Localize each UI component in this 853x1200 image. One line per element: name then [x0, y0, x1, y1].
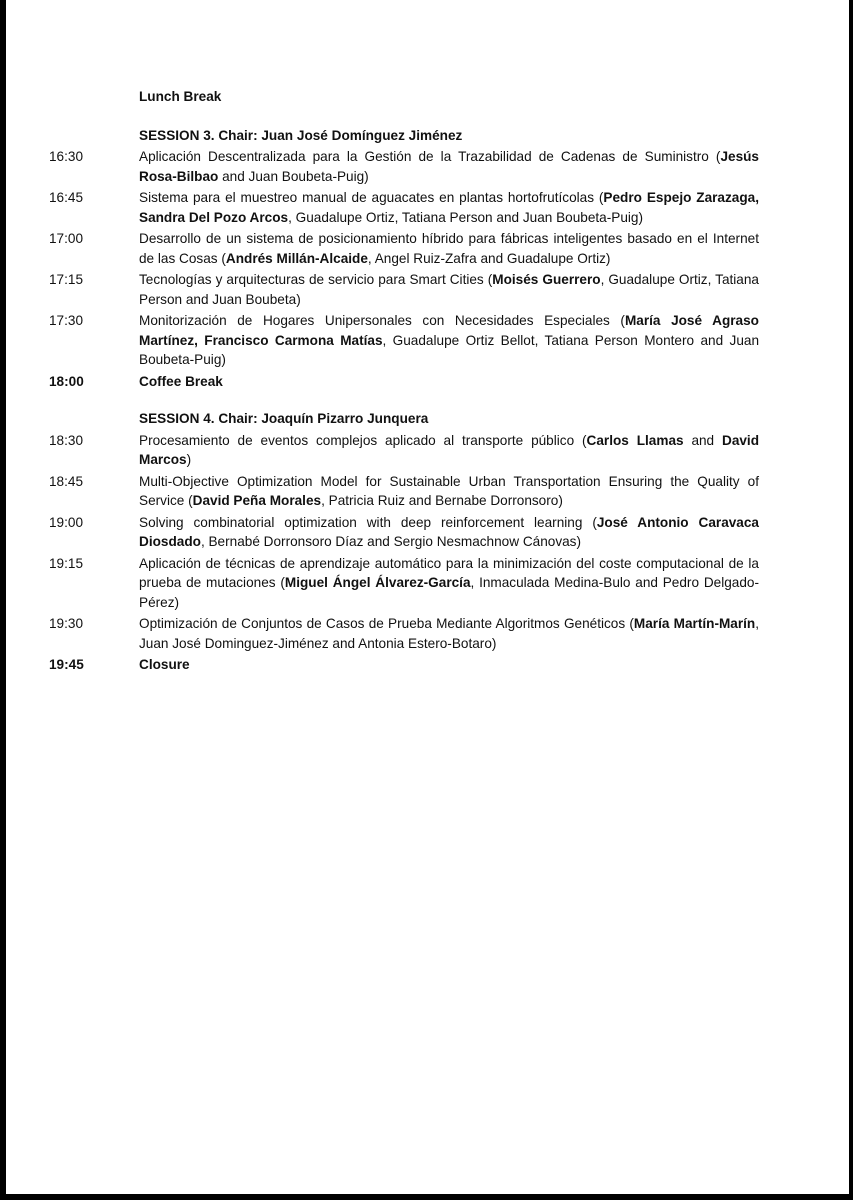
coffee-break-label: Coffee Break	[139, 373, 223, 389]
talk-text: Sistema para el muestreo manual de aguacates en plantas hortofrutícolas (	[139, 190, 604, 205]
talk-author-bold: Jesús Rosa-Bilbao	[139, 149, 759, 184]
talk-text: , Bernabé Dorronsoro Díaz and Sergio Nesmachnow Cánovas)	[200, 534, 581, 549]
talk-description	[139, 513, 759, 552]
talk-author-bold: Miguel Ángel Álvarez-García	[284, 575, 471, 590]
document-page	[6, 0, 849, 1194]
talk-row	[49, 311, 759, 370]
talk-author-bold: David Marcos	[139, 432, 760, 467]
talk-row	[49, 147, 759, 186]
closure-time: 19:45	[49, 657, 84, 672]
closure-row	[49, 655, 759, 675]
talk-description	[139, 188, 759, 227]
talk-author-bold: Pedro Espejo Zarazaga, Sandra Del Pozo Arcos	[139, 190, 759, 225]
lunch-break-row	[49, 87, 759, 107]
talk-text: Desarrollo de un sistema de posicionamiento híbrido para fábricas inteligentes basado en el Internet de las Cosas (	[139, 231, 759, 266]
talk-row	[49, 188, 759, 227]
talk-author-bold: María Martín-Marín	[633, 616, 756, 631]
talk-time: 19:15	[49, 555, 84, 571]
talk-time: 16:30	[49, 149, 84, 164]
talk-time: 17:15	[49, 272, 84, 287]
talk-row	[49, 270, 759, 309]
talk-text: , Guadalupe Ortiz, Tatiana Person and Juan Boubeta-Puig)	[288, 209, 644, 225]
talk-text: , Guadalupe Ortiz, Tatiana Person and Juan Boubeta)	[139, 272, 759, 307]
talk-text: , Guadalupe Ortiz Bellot, Tatiana Person Montero and Juan Boubeta-Puig)	[139, 332, 760, 367]
talk-time: 16:45	[49, 190, 84, 205]
talk-description	[139, 270, 759, 309]
session4-talks	[49, 431, 759, 654]
talk-text: Aplicación de técnicas de aprendizaje automático para la minimización del coste computacional de la prueba de mutaciones (	[139, 555, 759, 590]
talk-description	[139, 147, 759, 186]
talk-time: 17:00	[49, 231, 84, 246]
talk-author-bold: Carlos Llamas	[586, 432, 684, 448]
talk-row	[49, 554, 759, 613]
talk-time: 18:45	[49, 473, 84, 489]
talk-text: Optimización de Conjuntos de Casos de Prueba Mediante Algoritmos Genéticos (	[139, 616, 634, 631]
closure-label: Closure	[139, 657, 190, 672]
session3-header	[49, 126, 759, 146]
talk-text: Monitorización de Hogares Unipersonales con Necesidades Especiales (	[139, 313, 625, 328]
talk-description	[139, 431, 759, 470]
talk-row	[49, 513, 759, 552]
session3-talks	[49, 147, 759, 370]
coffee-break-row	[49, 372, 759, 392]
talk-description	[139, 229, 759, 268]
talk-description	[139, 311, 759, 370]
talk-text: Multi-Objective Optimization Model for Sustainable Urban Transportation Ensuring the Quality of Service (	[139, 473, 759, 508]
talk-description	[139, 614, 759, 653]
talk-description	[139, 472, 759, 511]
talk-author-bold: Moisés Guerrero	[492, 272, 601, 287]
talk-author-bold: José Antonio Caravaca Diosdado	[139, 514, 759, 549]
talk-text: Solving combinatorial optimization with deep reinforcement learning (	[139, 514, 597, 530]
talk-text: , Angel Ruiz-Zafra and Guadalupe Ortiz)	[367, 250, 611, 266]
talk-text: Procesamiento de eventos complejos aplicado al transporte público (	[139, 432, 587, 448]
talk-text: , Juan José Dominguez-Jiménez and Antonia Estero-Botaro)	[139, 616, 760, 651]
talk-text: , Patricia Ruiz and Bernabe Dorronsoro)	[321, 493, 563, 508]
talk-text: , Inmaculada Medina-Bulo and Pedro Delgado-Pérez)	[139, 575, 759, 610]
talk-time: 19:30	[49, 616, 84, 631]
coffee-break-time: 18:00	[49, 373, 84, 389]
talk-row	[49, 472, 759, 511]
session4-header	[49, 409, 759, 429]
talk-text: and Juan Boubeta-Puig)	[218, 168, 369, 184]
talk-author-bold: Andrés Millán-Alcaide	[225, 250, 368, 266]
talk-time: 19:00	[49, 514, 84, 530]
session3-title: SESSION 3. Chair: Juan José Domínguez Jiménez	[139, 127, 463, 143]
lunch-break-label: Lunch Break	[139, 89, 222, 104]
session4-title: SESSION 4. Chair: Joaquín Pizarro Junquera	[139, 411, 429, 426]
talk-text: Tecnologías y arquitecturas de servicio para Smart Cities (	[139, 272, 493, 287]
talk-row	[49, 431, 759, 470]
talk-row	[49, 614, 759, 653]
talk-text: )	[186, 452, 192, 467]
schedule	[49, 87, 759, 677]
talk-author-bold: María José Agraso Martínez, Francisco Carmona Matías	[139, 313, 759, 348]
talk-author-bold: David Peña Morales	[192, 493, 322, 508]
talk-time: 18:30	[49, 432, 84, 448]
talk-time: 17:30	[49, 313, 84, 328]
talk-text: and	[683, 432, 722, 448]
talk-row	[49, 229, 759, 268]
talk-description	[139, 554, 759, 613]
talk-text: Aplicación Descentralizada para la Gestión de la Trazabilidad de Cadenas de Suministro (	[139, 149, 721, 164]
